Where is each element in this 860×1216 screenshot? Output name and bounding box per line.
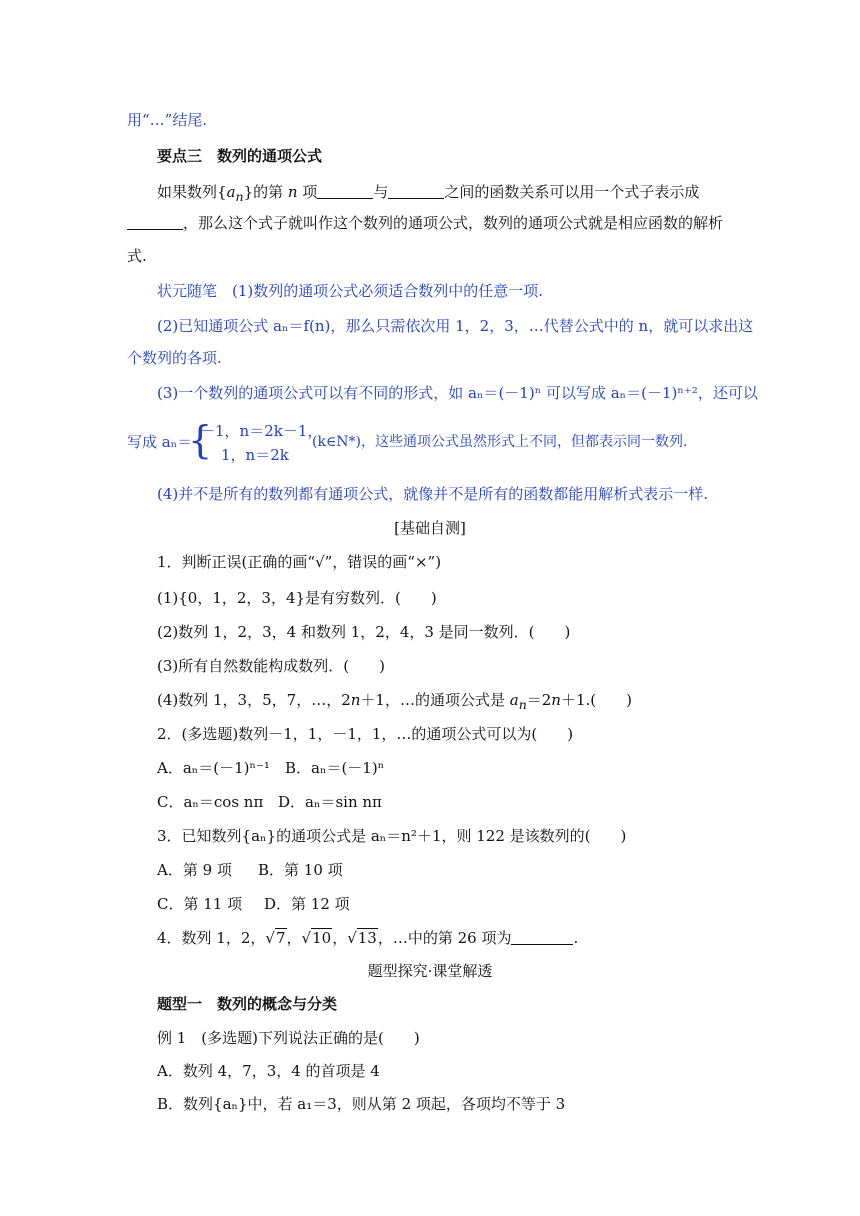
option: A．数列 4，7，3，4 的首项是 4 [157,1062,380,1080]
section-heading: 要点三 数列的通项公式 [157,147,323,165]
option: A．第 9 项 [157,861,232,879]
question: 1．判断正误(正确的画“√”，错误的画“×”) [157,553,442,571]
example-title: 例 1 (多选题)下列说法正确的是( ) [157,1029,420,1047]
note-line: (3)一个数列的通项公式可以有不同的形式，如 aₙ＝(－1)ⁿ 可以写成 aₙ＝(－1)ⁿ⁺²，还可以 [157,384,758,402]
case-line: －1，n＝2k－1， [200,422,323,440]
fill-blank [127,215,183,230]
text-line: 用“…”结尾. [127,111,208,129]
case-line: 1，n＝2k [221,446,289,464]
note-line: 个数列的各项. [127,349,222,367]
option: A．aₙ＝(－1)ⁿ⁻¹ [157,759,270,777]
note-line: (4)并不是所有的数列都有通项公式，就像并不是所有的函数都能用解析式表示一样. [157,485,709,503]
option: C．aₙ＝cos nπ [157,793,264,811]
sqrt-expression: √7 [265,929,286,947]
section-title: 题型探究·课堂解透 [367,962,493,980]
note-line: 写成 aₙ＝ [127,433,193,451]
section-title: [基础自测] [394,519,466,537]
paragraph-line: 如果数列$\{a_n\}$的第 n 项 与 之间的函数关系可以用一个式子表示成 [157,183,700,204]
paragraph-line: ，那么这个式子就叫作这个数列的通项公式，数列的通项公式就是相应函数的解析 [127,213,723,233]
question: 3．已知数列{aₙ}的通项公式是 aₙ＝n²＋1，则 122 是该数列的( ) [157,827,627,845]
section-heading: 题型一 数列的概念与分类 [157,995,338,1013]
question: 4．数列 1，2，√7，√10，√13，…中的第 26 项为 . [157,929,579,947]
question-item: (1){0，1，2，3，4}是有穷数列．( ) [157,589,437,607]
question-item: (3)所有自然数能构成数列．( ) [157,657,385,675]
question-item: (2)数列 1，2，3，4 和数列 1，2，4，3 是同一数列．( ) [157,623,571,641]
option: D．第 12 项 [264,895,350,913]
option: C．第 11 项 [157,895,243,913]
question-item: (4)数列 1，3，5，7，…，2n＋1，…的通项公式是 $a_n=2n+1$.( ) [157,691,632,712]
option: B．数列{aₙ}中，若 a₁＝3，则从第 2 项起，各项均不等于 3 [157,1095,566,1113]
note-line: (2)已知通项公式 aₙ＝f(n)，那么只需依次用 1，2，3，…代替公式中的 n，就可以求出这 [157,317,754,335]
sqrt-expression: √13 [347,929,377,947]
option: B．第 10 项 [258,861,343,879]
sqrt-expression: √10 [301,929,332,947]
note-line: (k∈N*)，这些通项公式虽然形式上不同，但都表示同一数列. [312,434,688,450]
question: 2．(多选题)数列－1，1，－1，1，…的通项公式可以为( ) [157,725,574,743]
note-line: 状元随笔 (1)数列的通项公式必须适合数列中的任意一项. [157,282,544,300]
fill-blank [511,930,573,945]
brace-symbol: { [188,418,213,462]
option: B．aₙ＝(－1)ⁿ [285,759,385,777]
option: D．aₙ＝sin nπ [278,793,382,811]
fill-blank [388,184,444,199]
paragraph-line: 式. [127,247,147,265]
fill-blank [317,184,373,199]
